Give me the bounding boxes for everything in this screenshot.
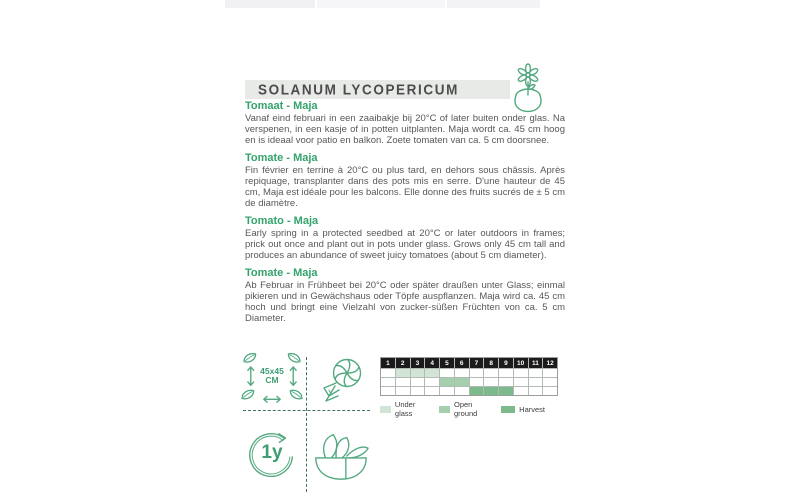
calendar-cell-harvest: [470, 387, 484, 395]
calendar-cell-harvest: [499, 387, 513, 395]
month-header-cell: 10: [514, 358, 528, 368]
calendar-cell-open-ground: [425, 378, 439, 386]
calendar-cell-open-ground: [396, 378, 410, 386]
dashed-divider-horizontal: [243, 410, 370, 411]
cropped-toolbar-remnant: [225, 0, 540, 8]
calendar-cell-open-ground: [543, 378, 557, 386]
calendar-cell-harvest: [425, 387, 439, 395]
calendar-cell-open-ground: [381, 378, 395, 386]
description-text: Ab Februar in Frühbeet bei 20°C oder später draußen unter Glass; einmal pikieren und in Gewächshaus oder Töpfe auspflanzen. Maja wird ca. 45 cm hoch und bringt eine Vielzahl von zucker-süßen Früchten von ca. 5 cm Diameter.: [245, 280, 565, 324]
legend-label: Open ground: [454, 400, 478, 418]
variety-heading: Tomate - Maja: [245, 152, 318, 164]
legend-label: Under glass: [394, 400, 416, 418]
spacing-label: 45x45 CM: [260, 366, 284, 385]
calendar-cell-under-glass: [529, 369, 543, 377]
calendar-cell-harvest: [529, 387, 543, 395]
month-header-cell: 4: [425, 358, 439, 368]
variety-heading: Tomate - Maja: [245, 267, 318, 279]
variety-heading: Tomato - Maja: [245, 215, 319, 227]
species-title: SOLANUM LYCOPERICUM: [258, 81, 459, 98]
calendar-cell-open-ground: [440, 378, 454, 386]
month-header-cell: 7: [470, 358, 484, 368]
calendar-cell-harvest: [455, 387, 469, 395]
calendar-cell-harvest: [440, 387, 454, 395]
calendar-table: [380, 357, 558, 396]
calendar-cell-open-ground: [411, 378, 425, 386]
calendar-cell-open-ground: [529, 378, 543, 386]
calendar-cell-open-ground: [484, 378, 498, 386]
toolbar-segment: [317, 0, 445, 8]
description-text: Early spring in a protected seedbed at 20°C or later outdoors in frames; prick out once and plant out in pots under glass. Grows only 45 cm tall and produces an abundance of sweet juicy tomatoes (about 5 cm diameter).: [245, 228, 565, 261]
legend-swatch: [380, 406, 391, 413]
plant-spacing-icon: [240, 352, 304, 408]
legend-swatch: [501, 406, 515, 413]
month-header-cell: 11: [529, 358, 543, 368]
calendar-cell-under-glass: [425, 369, 439, 377]
description-section-fr: [245, 152, 565, 209]
annual-label: 1y: [261, 442, 283, 463]
calendar-legend: [380, 400, 558, 418]
calendar-cell-under-glass: [440, 369, 454, 377]
calendar-cell-harvest: [396, 387, 410, 395]
calendar-cell-harvest: [514, 387, 528, 395]
legend-label: Harvest: [519, 404, 545, 414]
legend-swatch: [439, 406, 450, 413]
month-header-cell: 9: [499, 358, 513, 368]
month-header-cell: 3: [411, 358, 425, 368]
calendar-cell-harvest: [543, 387, 557, 395]
month-header-cell: 12: [543, 358, 557, 368]
variety-heading: Tomaat - Maja: [245, 100, 318, 112]
calendar-cell-under-glass: [514, 369, 528, 377]
descriptions: [245, 100, 565, 330]
calendar-cell-harvest: [411, 387, 425, 395]
legend-item: [501, 405, 545, 414]
calendar-cell-under-glass: [484, 369, 498, 377]
calendar-cell-under-glass: [470, 369, 484, 377]
calendar-cell-under-glass: [396, 369, 410, 377]
dashed-divider-vertical: [306, 357, 307, 492]
sowing-calendar: [380, 357, 558, 418]
calendar-cell-open-ground: [514, 378, 528, 386]
calendar-cell-open-ground: [499, 378, 513, 386]
calendar-cell-harvest: [381, 387, 395, 395]
calendar-cell-open-ground: [470, 378, 484, 386]
calendar-cell-under-glass: [499, 369, 513, 377]
calendar-cell-under-glass: [543, 369, 557, 377]
salad-bowl-icon: [309, 414, 373, 496]
month-header-cell: 1: [381, 358, 395, 368]
calendar-cell-under-glass: [455, 369, 469, 377]
calendar-cell-harvest: [484, 387, 498, 395]
legend-item: [380, 400, 426, 418]
description-text: Vanaf eind februari in een zaaibakje bij 20°C of later buiten onder glas. Na verspenen, in een kasje of in potten uitplanten. Maja wordt ca. 45 cm hoog en is ideaal voor patio en balkon. Zoete tomaten van ca. 5 cm doorsnee.: [245, 113, 565, 146]
legend-item: [439, 400, 488, 418]
month-header-cell: 5: [440, 358, 454, 368]
description-section-de: [245, 267, 565, 324]
month-header-cell: 6: [455, 358, 469, 368]
annual-cycle-icon: [240, 414, 304, 496]
calendar-cell-under-glass: [381, 369, 395, 377]
calendar-cell-open-ground: [455, 378, 469, 386]
month-header-cell: 2: [396, 358, 410, 368]
month-header-cell: 8: [484, 358, 498, 368]
calendar-cell-under-glass: [411, 369, 425, 377]
toolbar-segment: [447, 0, 540, 8]
species-title-banner: [245, 80, 510, 99]
description-section-nl: [245, 100, 565, 146]
description-text: Fin février en terrine à 20°C ou plus tard, en dehors sous châssis. Après repiquage, transplanter dans des pots mis en serre. D'une hauteur de 45 cm, Maja est idéale pour les balcons. Elle donne des fruits sucrés de ± 5 cm de diamètre.: [245, 165, 565, 209]
toolbar-segment: [225, 0, 315, 8]
candy-icon: [309, 352, 373, 408]
description-section-en: [245, 215, 565, 261]
pictogram-grid: [240, 352, 373, 498]
